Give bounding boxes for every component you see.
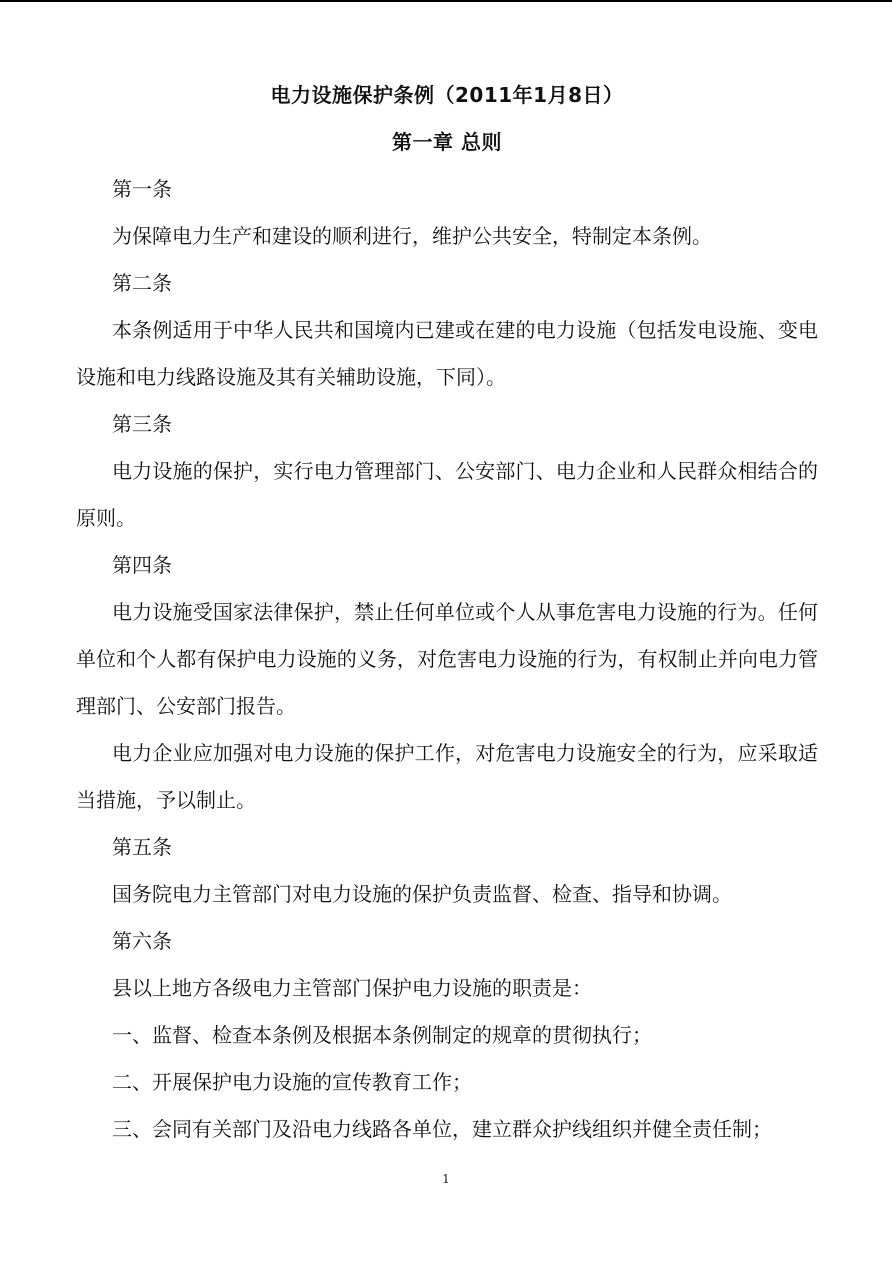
list-item-3: 三、会同有关部门及沿电力线路各单位，建立群众护线组织并健全责任制； xyxy=(112,1117,772,1141)
list-item-1: 一、监督、检查本条例及根据本条例制定的规章的贯彻执行； xyxy=(112,1023,652,1047)
article-heading-1: 第一条 xyxy=(112,177,172,201)
article-heading-3: 第三条 xyxy=(112,412,172,436)
page-top-border xyxy=(0,0,892,2)
article-body-4a: 电力设施受国家法律保护，禁止任何单位或个人从事危害电力设施的行为。任何单位和个人都有保护电力设施的义务，对危害电力设施的行为，有权制止并向电力管理部门、公安部门报告。 xyxy=(76,600,818,718)
article-body-3: 电力设施的保护，实行电力管理部门、公安部门、电力企业和人民群众相结合的原则。 xyxy=(76,459,818,530)
article-body-1: 为保障电力生产和建设的顺利进行，维护公共安全，特制定本条例。 xyxy=(112,224,712,248)
article-heading-4: 第四条 xyxy=(112,553,172,577)
list-item-2: 二、开展保护电力设施的宣传教育工作； xyxy=(112,1070,472,1094)
article-body-6: 县以上地方各级电力主管部门保护电力设施的职责是： xyxy=(112,976,592,1000)
article-body-4b: 电力企业应加强对电力设施的保护工作，对危害电力设施安全的行为，应采取适当措施，予以制止。 xyxy=(76,741,818,812)
article-heading-6: 第六条 xyxy=(112,929,172,953)
article-body-2: 本条例适用于中华人民共和国境内已建或在建的电力设施（包括发电设施、变电设施和电力线路设施及其有关辅助设施，下同）。 xyxy=(76,318,818,389)
chapter-heading: 第一章 总则 xyxy=(392,130,502,154)
document-title: 电力设施保护条例（2011年1月8日） xyxy=(270,83,624,107)
page-number: 1 xyxy=(442,1172,450,1186)
article-heading-2: 第二条 xyxy=(112,271,172,295)
article-heading-5: 第五条 xyxy=(112,835,172,859)
document-page xyxy=(76,72,818,1153)
article-body-5: 国务院电力主管部门对电力设施的保护负责监督、检查、指导和协调。 xyxy=(112,882,732,906)
